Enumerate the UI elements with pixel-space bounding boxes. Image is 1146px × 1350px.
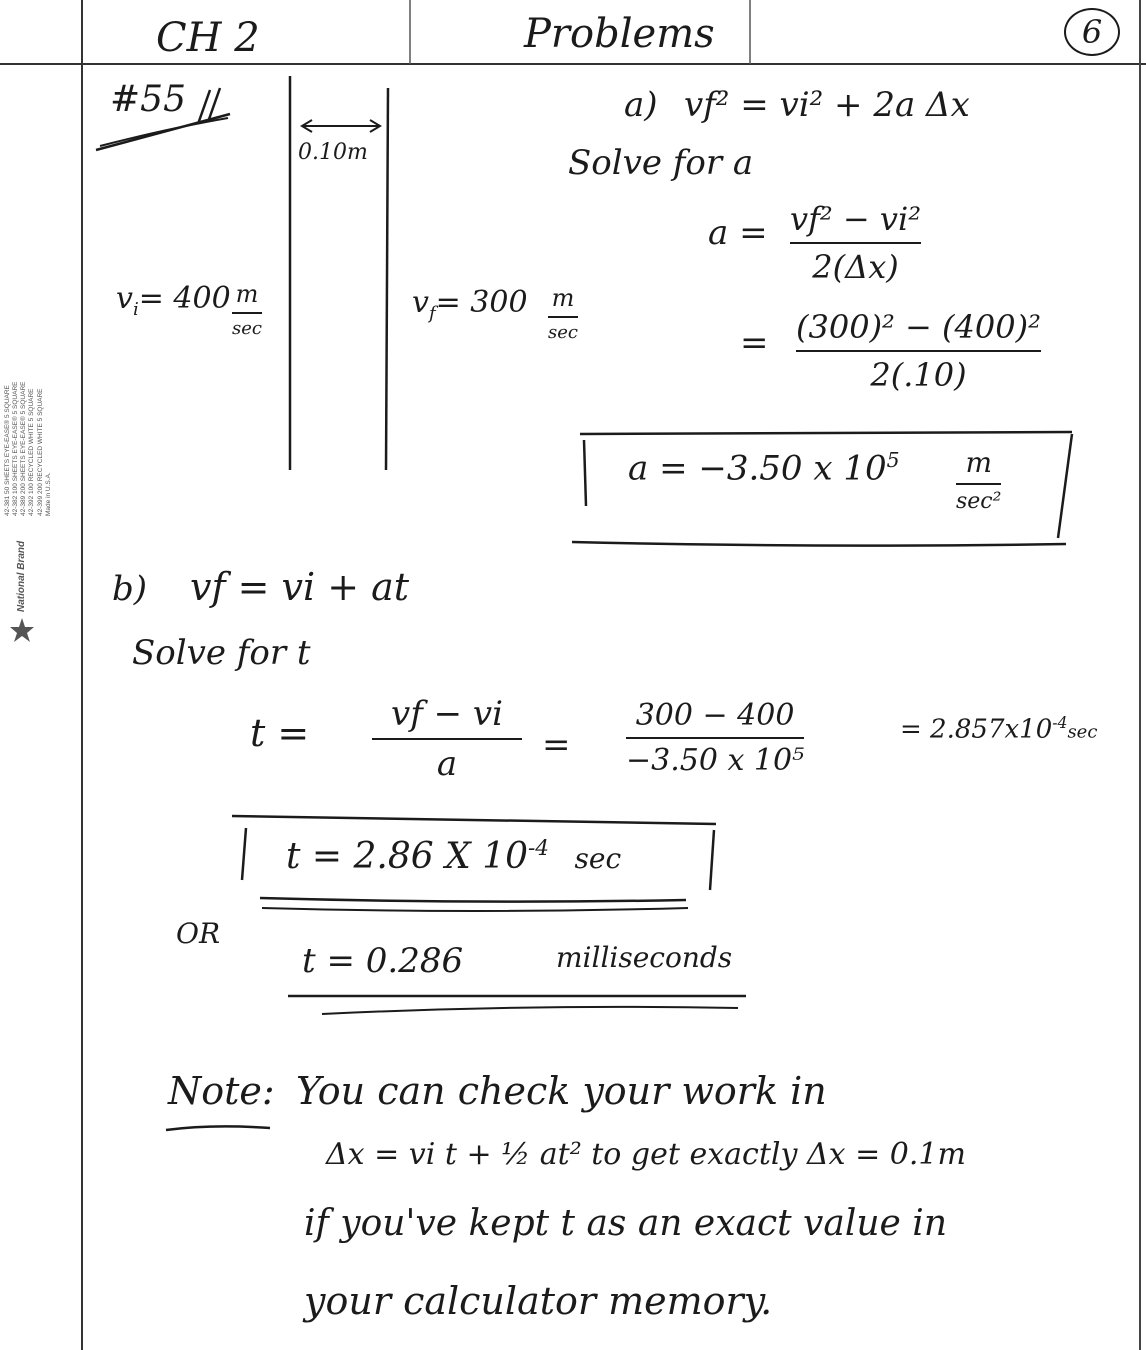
problem-number: #55	[110, 79, 186, 120]
note-label: Note:	[168, 1069, 275, 1113]
part-a-label: a)	[624, 85, 658, 125]
sheet-info-imprint: 42-381 50 SHEETS EYE-EASE® 5 SQUARE 42-382 100 SHEETS EYE-EASE® 5 SQUARE 42-389 200 SHEETS EYE-EASE® 5 SQUARE 42-392 100 RECYCLED WHITE 5 SQUARE 42-399 200 RECYCLED WHITE 5 SQUARE Made in U.S.A.	[4, 381, 52, 516]
brand-imprint: National Brand	[16, 540, 27, 612]
brand-star-icon	[8, 616, 36, 644]
initial-velocity-unit: m sec	[232, 280, 262, 339]
part-b-solved-lhs: t =	[250, 711, 310, 755]
section-heading: Problems	[524, 11, 715, 57]
part-b-solved-fraction: vf − vi a	[372, 694, 522, 784]
part-b-alt-unit: milliseconds	[556, 941, 733, 974]
note-line-1: You can check your work in	[296, 1069, 827, 1113]
part-a-answer: a = −3.50 x $10^5$	[628, 448, 900, 489]
part-b-equation: vf = vi + at	[190, 565, 410, 609]
part-a-substituted-fraction: (300)² − (400)² 2(.10)	[796, 308, 1041, 394]
note-line-4: your calculator memory.	[304, 1279, 773, 1323]
part-a-equation: vf² = vi² + 2a Δx	[684, 85, 970, 125]
final-velocity-unit: m sec	[548, 284, 578, 343]
part-b-alt-answer: t = 0.286	[302, 941, 464, 981]
initial-velocity-label: $v_i= 400$	[116, 281, 231, 320]
note-line-3: if you've kept t as an exact value in	[304, 1203, 948, 1244]
slab-diagram	[280, 70, 480, 470]
part-b-equals: =	[542, 725, 571, 765]
part-b-answer: t = 2.86 X $10^{-4}$ sec	[286, 836, 622, 877]
part-b-alt-underline	[282, 988, 762, 1028]
part-b-numeric-fraction: 300 − 400 −3.50 x 10⁵	[626, 698, 805, 778]
or-label: OR	[176, 917, 221, 950]
slab-width-label: 0.10m	[298, 140, 368, 165]
note-line-2: Δx = vi t + ½ at² to get exactly Δx = 0.1m	[326, 1137, 966, 1172]
part-a-instruction: Solve for a	[568, 143, 754, 183]
page-number-circle	[1064, 8, 1120, 56]
note-underline	[162, 1120, 282, 1140]
part-a-rearranged-lhs: a =	[708, 213, 768, 253]
part-a-answer-unit: m sec²	[956, 446, 1002, 514]
problem-number-underline	[90, 80, 310, 160]
page-number: 6	[1081, 13, 1103, 51]
chapter-heading: CH 2	[156, 15, 260, 61]
part-b-instruction: Solve for t	[132, 633, 311, 673]
part-a-substituted-eq: =	[740, 323, 769, 363]
part-b-label: b)	[112, 569, 148, 609]
part-a-rearranged-fraction: vf² − vi² 2(Δx)	[790, 200, 922, 286]
final-velocity-label: $v_f= 300$	[412, 285, 528, 324]
part-b-numeric-result: = $2.857x10^{-4}\sec$	[900, 714, 1098, 745]
